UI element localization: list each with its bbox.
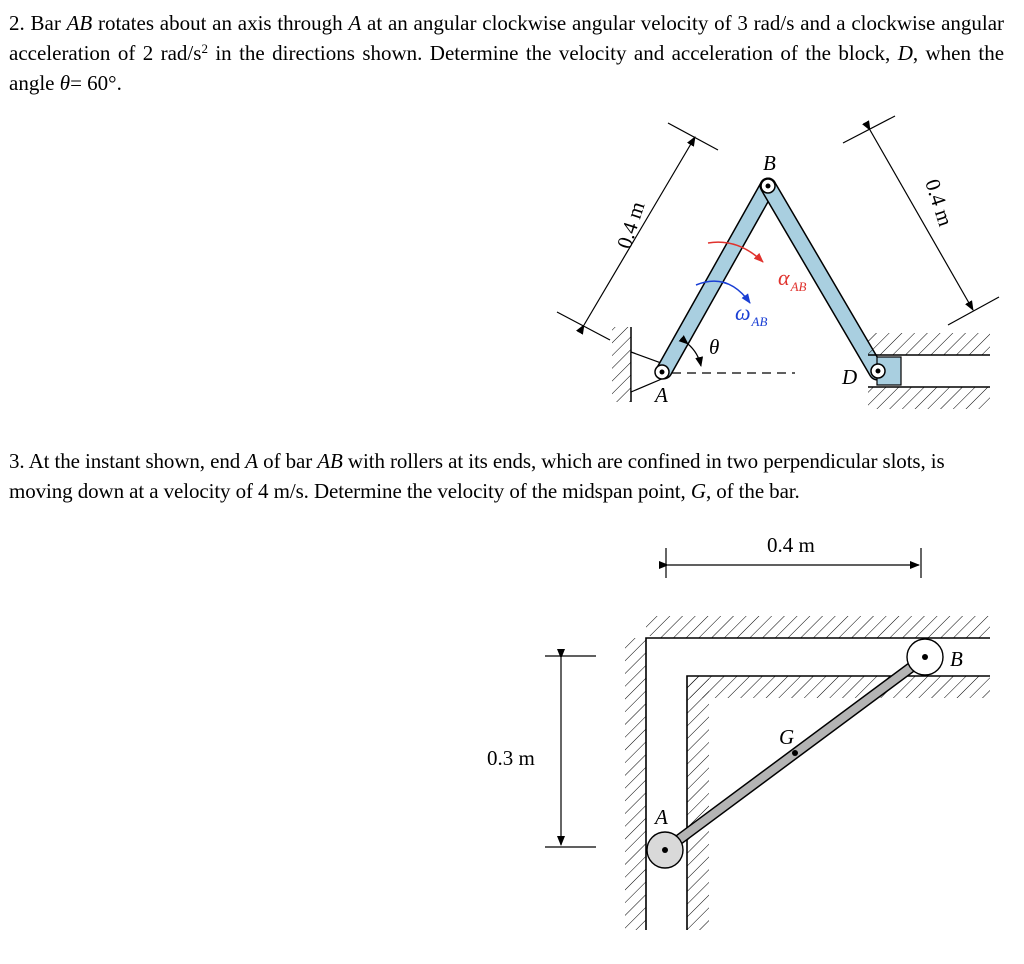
label-G: G (779, 725, 795, 749)
label-A: A (655, 383, 668, 407)
problem-3-statement: 3. At the instant shown, end A of bar AB with rollers at its ends, which are confined in two perpendicular slots, is moving down at a velocity of 4 m/s. Determine the velocity of the midspan point, G, of the bar. (9, 449, 945, 503)
theta-value: = 60° (70, 71, 117, 95)
dimension-vertical-label: 0.3 m (487, 746, 535, 770)
roller-B (907, 639, 943, 675)
dimension-left-label: 0.4 m (611, 198, 650, 252)
pin-A (655, 365, 669, 379)
label-B: B (763, 151, 776, 175)
dimension-horizontal-label: 0.4 m (767, 533, 815, 557)
var-G: G (690, 479, 706, 503)
figure-problem-2 (557, 116, 999, 409)
var-AB: AB (66, 11, 93, 35)
theta-arc (688, 344, 701, 366)
point-G (792, 750, 798, 756)
alpha-AB-label: $\alpha_{AB}$ (778, 265, 807, 294)
omega-value: 3 rad/s (737, 11, 795, 35)
dimension-vertical (487, 656, 596, 847)
label-A: A (655, 805, 668, 829)
var-AB: AB (317, 449, 343, 473)
alpha-value: 2 rad/$s^2$ (142, 41, 208, 65)
dimension-right (843, 116, 999, 325)
label-B: B (950, 647, 963, 671)
pin-D (871, 364, 885, 378)
problem-3-number: 3. (9, 449, 25, 473)
dimension-right-label: 0.4 m (920, 176, 958, 230)
pin-B (761, 179, 775, 193)
problem-2-number: 2. (9, 11, 25, 35)
problem-2-statement: 2. Bar AB rotates about an axis through A at an angular clockwise angular velocity of 3 rad/s and a clockwise angular acceleration of 2 rad/$s^2$ in the directions shown. Determine the velocity and acceleration of the block, D, when the angle θ= 60°. (9, 11, 1005, 95)
figure-problem-3 (487, 533, 990, 930)
var-A: A (245, 449, 259, 473)
omega-AB-label: $\omega_{AB}$ (735, 300, 768, 329)
theta-label: θ (709, 335, 720, 359)
roller-A (647, 832, 683, 868)
label-D: D (842, 365, 858, 389)
var-A: A (348, 11, 362, 35)
var-D: D (897, 41, 913, 65)
dimension-horizontal (666, 533, 921, 578)
theta-symbol: θ (59, 71, 71, 95)
